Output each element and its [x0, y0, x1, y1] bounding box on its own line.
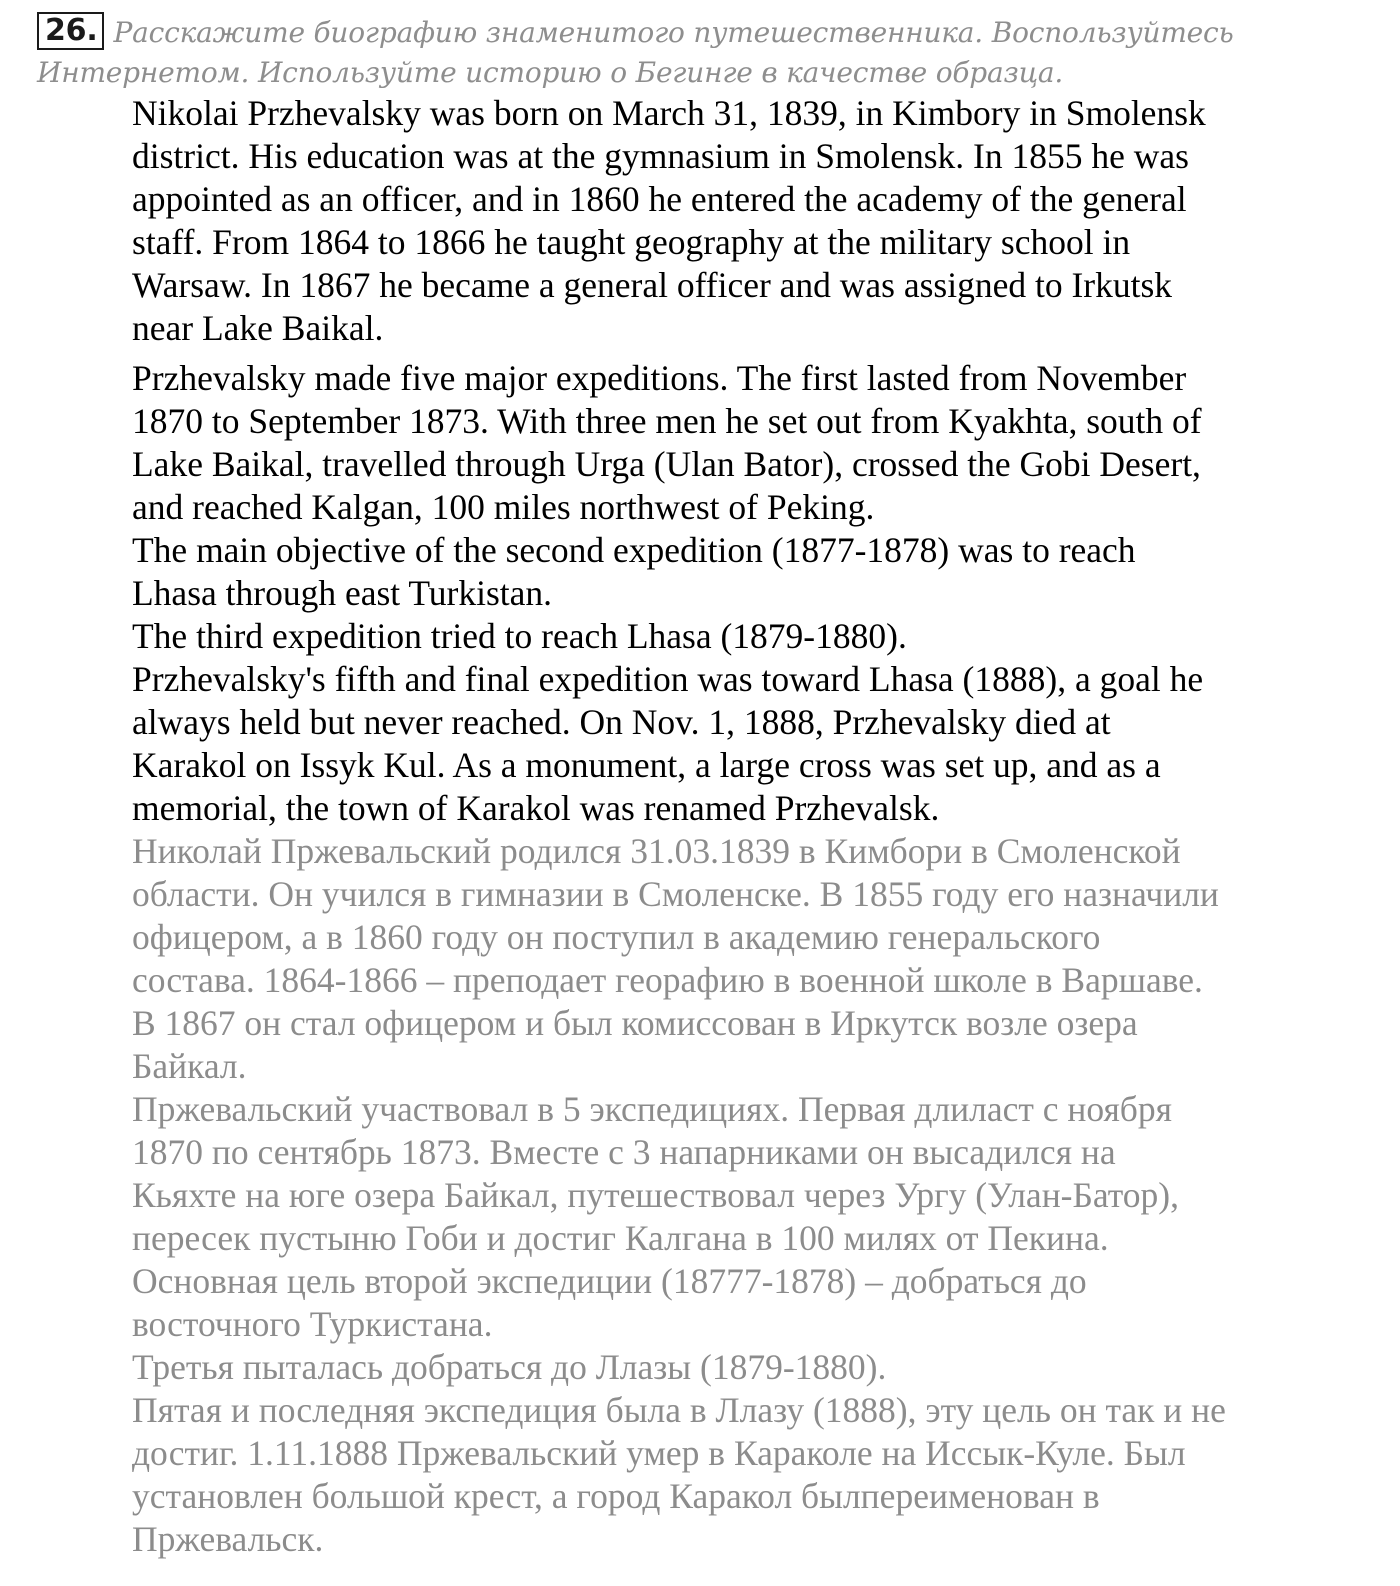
task-number-box: 26. — [37, 12, 104, 50]
russian-paragraph-3 — [132, 1260, 1372, 1346]
text-line: appointed as an officer, and in 1860 he entered the academy of the general — [132, 179, 1187, 219]
text-line: состава. 1864-1866 – преподает георафию в военной школе в Варшаве. — [132, 960, 1203, 1000]
russian-paragraph-4 — [132, 1346, 1372, 1389]
text-line: The main objective of the second expedition (1877-1878) was to reach — [132, 530, 1136, 570]
english-paragraph-5 — [132, 658, 1372, 830]
text-line: Пятая и последняя экспедиция была в Ллазу (1888), эту цель он так и не — [132, 1390, 1226, 1430]
text-line: Кьяхте на юге озера Байкал, путешествовал через Ургу (Улан-Батор), — [132, 1175, 1179, 1215]
text-line: Николай Пржевальский родился 31.03.1839 в Кимбори в Смоленской — [132, 831, 1181, 871]
text-line: Основная цель второй экспедиции (18777-1878) – добраться до — [132, 1261, 1087, 1301]
text-line: офицером, а в 1860 году он поступил в академию генеральского — [132, 917, 1101, 957]
russian-paragraph-2 — [132, 1088, 1372, 1260]
answer-text — [132, 92, 1372, 1561]
text-line: Пржевальск. — [132, 1519, 324, 1559]
text-line: области. Он учился в гимназии в Смоленске. В 1855 году его назначили — [132, 874, 1219, 914]
text-line: and reached Kalgan, 100 miles northwest of Peking. — [132, 487, 875, 527]
english-paragraph-3 — [132, 529, 1372, 615]
text-line: memorial, the town of Karakol was renamed Przhevalsk. — [132, 788, 940, 828]
text-line: district. His education was at the gymnasium in Smolensk. In 1855 he was — [132, 136, 1189, 176]
english-paragraph-4 — [132, 615, 1372, 658]
task-instruction-line-1: Расскажите биографию знаменитого путешественника. Воспользуйтесь — [113, 16, 1234, 49]
task-instruction-line-2: Интернетом. Используйте историю о Бегинге в качестве образца. — [37, 56, 1064, 89]
text-line: 1870 по сентябрь 1873. Вместе с 3 напарниками он высадился на — [132, 1132, 1116, 1172]
text-line: Warsaw. In 1867 he became a general officer and was assigned to Irkutsk — [132, 265, 1173, 305]
text-line: В 1867 он стал офицером и был комиссован в Иркутск возле озера — [132, 1003, 1138, 1043]
russian-paragraph-1 — [132, 830, 1372, 1088]
text-line: always held but never reached. On Nov. 1, 1888, Przhevalsky died at — [132, 702, 1111, 742]
text-line: 1870 to September 1873. With three men he set out from Kyakhta, south of — [132, 401, 1202, 441]
text-line: Karakol on Issyk Kul. As a monument, a large cross was set up, and as a — [132, 745, 1161, 785]
text-line: Przhevalsky made five major expeditions. The first lasted from November — [132, 358, 1187, 398]
english-paragraph-2 — [132, 357, 1372, 529]
text-line: Байкал. — [132, 1046, 247, 1086]
text-line: near Lake Baikal. — [132, 308, 384, 348]
text-line: Lake Baikal, travelled through Urga (Ulan Bator), crossed the Gobi Desert, — [132, 444, 1201, 484]
text-line: установлен большой крест, а город Каракол былпереименован в — [132, 1476, 1100, 1516]
task-header — [37, 12, 1367, 93]
text-line: Przhevalsky's fifth and final expedition was toward Lhasa (1888), a goal he — [132, 659, 1204, 699]
english-paragraph-1 — [132, 92, 1372, 350]
text-line: The third expedition tried to reach Lhasa (1879-1880). — [132, 616, 907, 656]
text-line: Третья пыталась добраться до Ллазы (1879-1880). — [132, 1347, 887, 1387]
russian-paragraph-5 — [132, 1389, 1372, 1561]
text-line: восточного Туркистана. — [132, 1304, 493, 1344]
text-line: Пржевальский участвовал в 5 экспедициях. Первая длиласт с ноября — [132, 1089, 1172, 1129]
text-line: пересек пустыню Гоби и достиг Калгана в 100 милях от Пекина. — [132, 1218, 1109, 1258]
text-line: staff. From 1864 to 1866 he taught geography at the military school in — [132, 222, 1131, 262]
text-line: Lhasa through east Turkistan. — [132, 573, 553, 613]
text-line: Nikolai Przhevalsky was born on March 31, 1839, in Kimbory in Smolensk — [132, 93, 1206, 133]
text-line: достиг. 1.11.1888 Пржевальский умер в Караколе на Иссык-Куле. Был — [132, 1433, 1186, 1473]
